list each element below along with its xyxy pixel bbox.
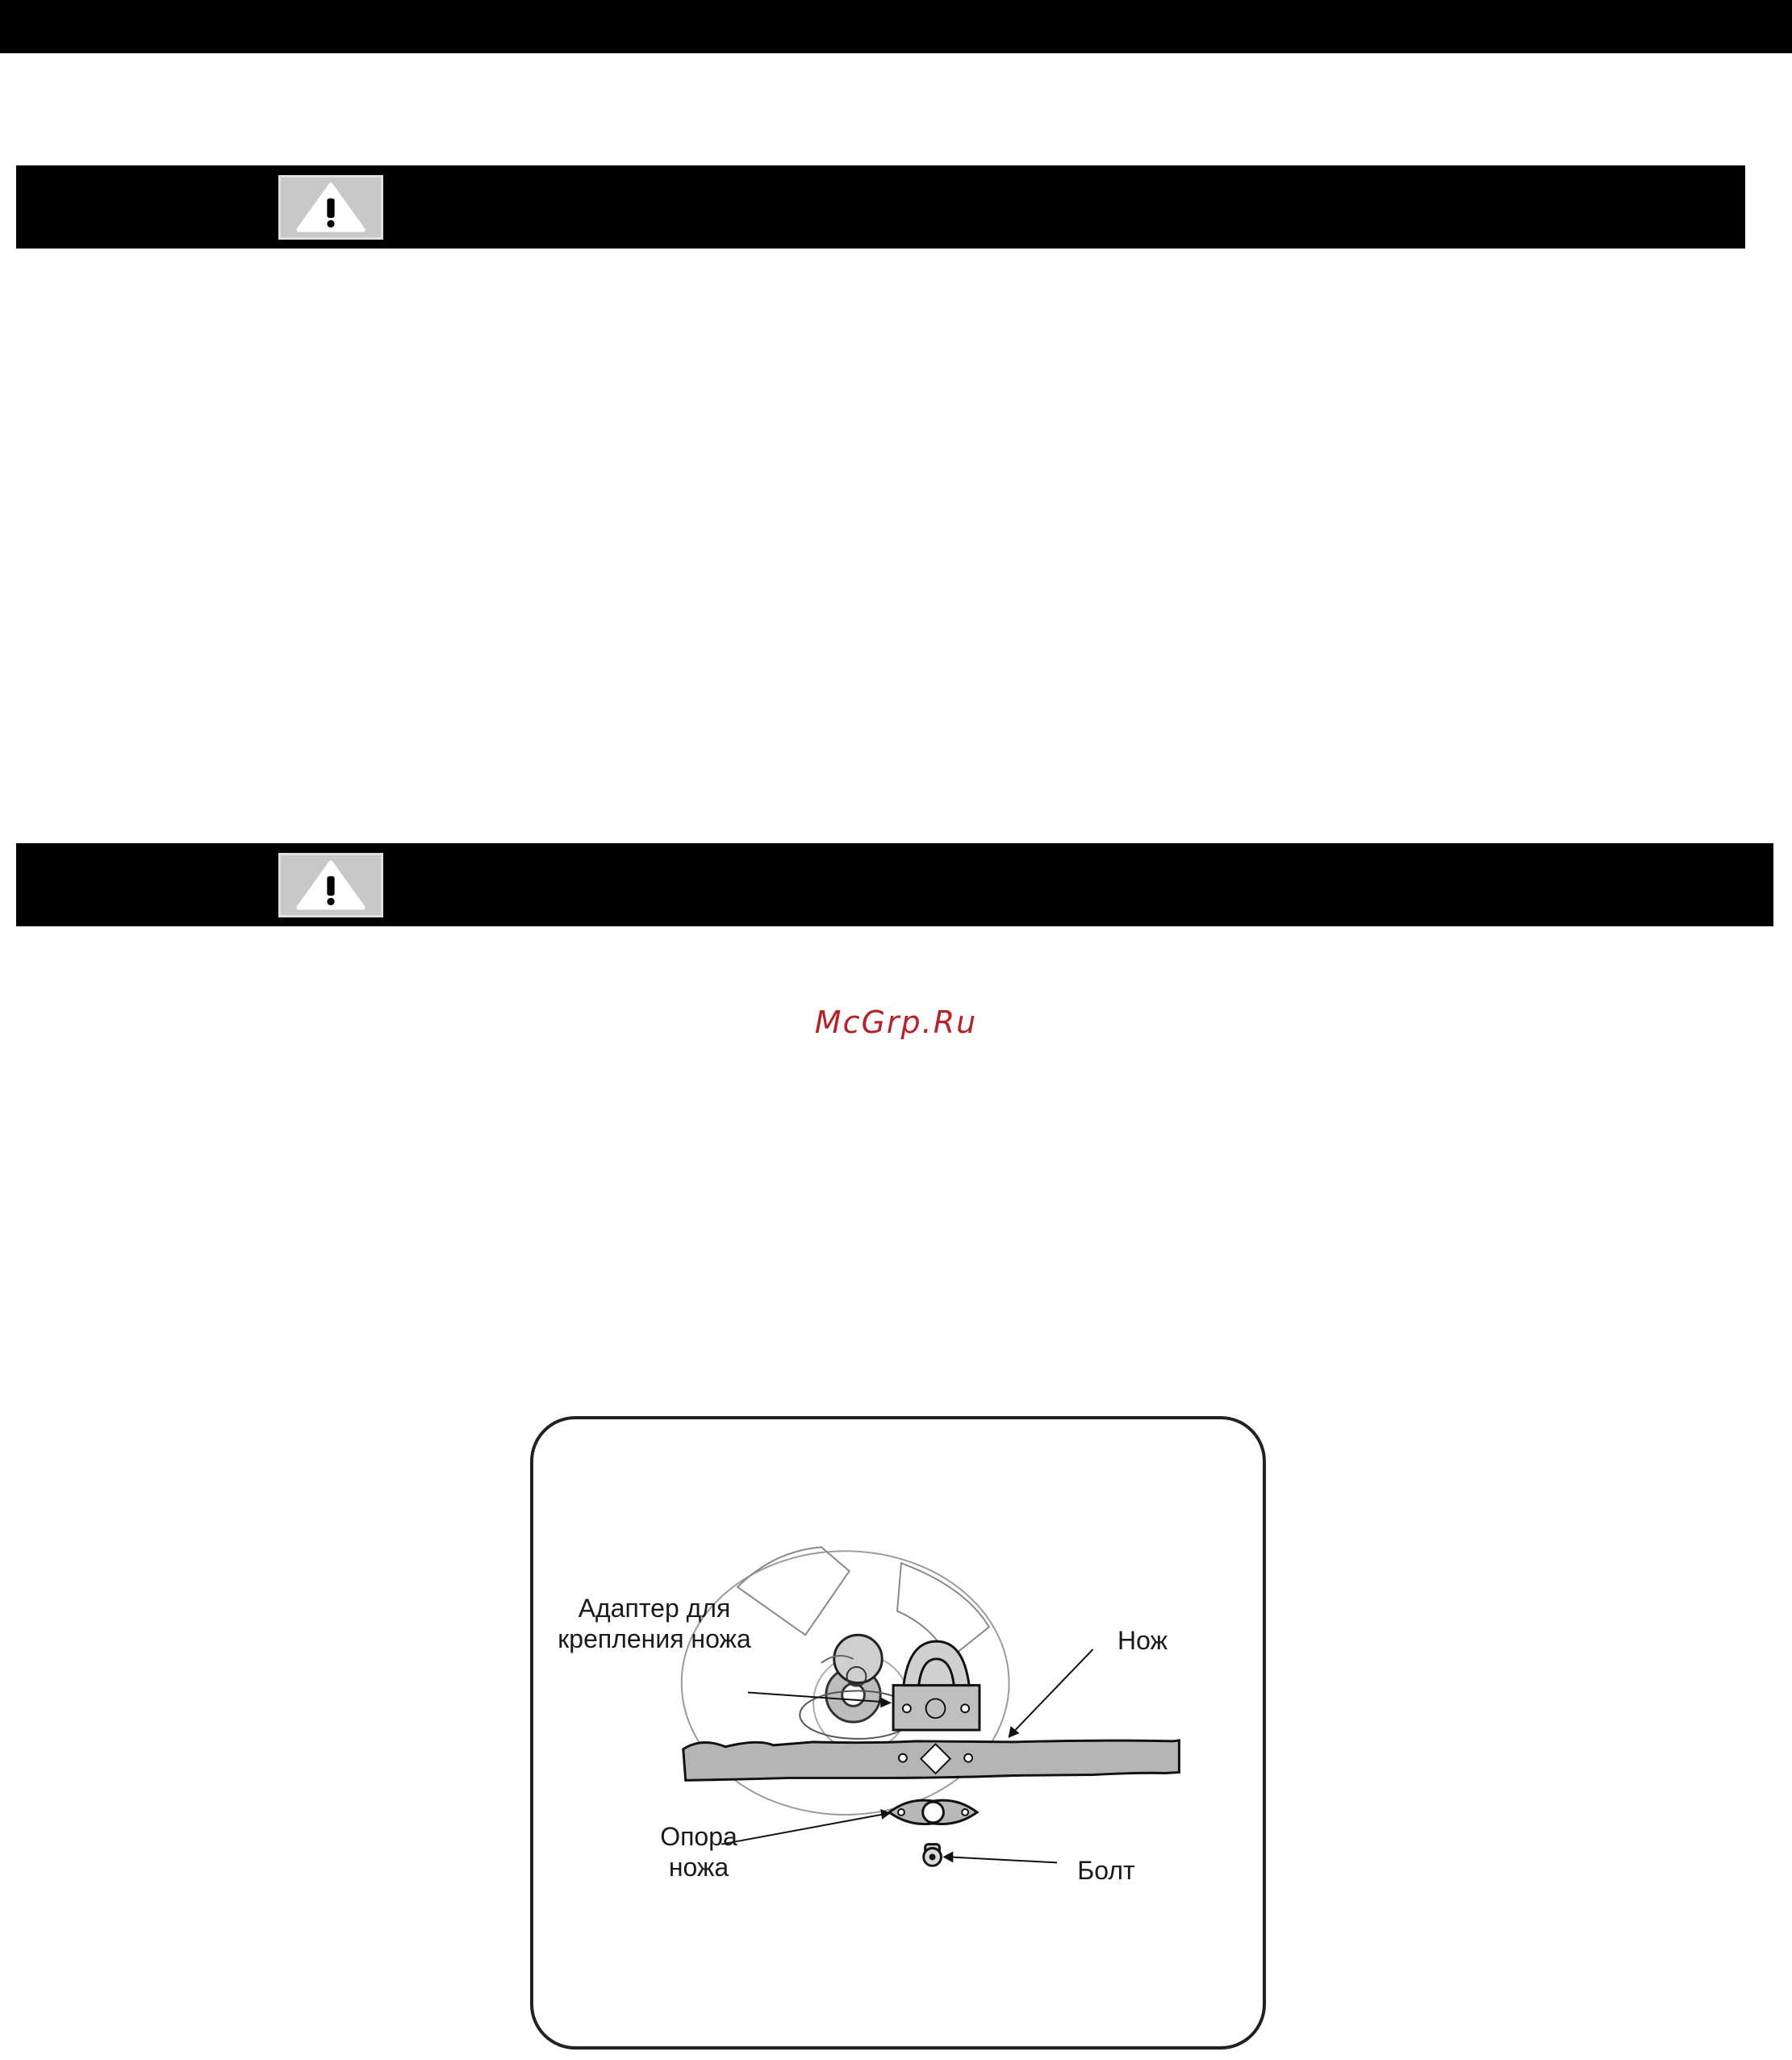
watermark-text: McGrp.Ru — [814, 1005, 978, 1040]
top-header-bar — [0, 0, 1792, 53]
warning-triangle-icon — [278, 853, 383, 917]
label-blade-adapter: Адаптер для крепления ножа — [558, 1594, 751, 1653]
warning-banner-2 — [16, 843, 1773, 926]
blade-assembly-drawing — [533, 1419, 1263, 2046]
blade-assembly-figure — [530, 1416, 1266, 2050]
warning-triangle-icon — [278, 175, 383, 240]
warning-banner-1 — [16, 165, 1745, 249]
label-blade: Нож — [1117, 1626, 1168, 1655]
label-blade-support: Опора ножа — [660, 1822, 737, 1882]
label-bolt: Болт — [1077, 1856, 1135, 1885]
